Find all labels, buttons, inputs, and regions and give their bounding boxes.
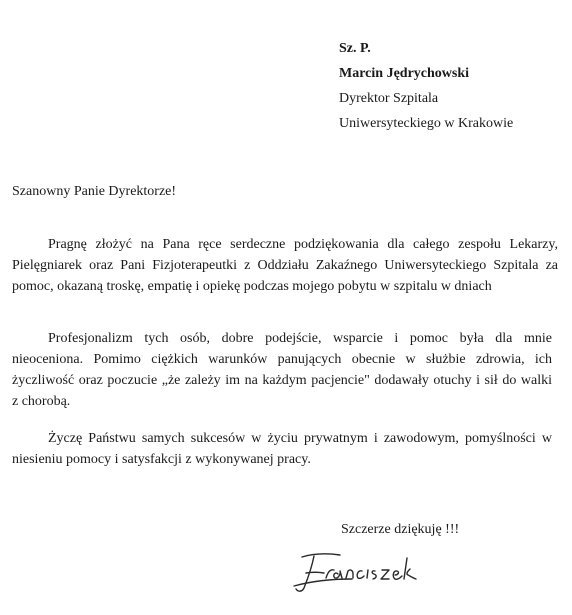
letter-greeting: Szanowny Panie Dyrektorze! [12, 184, 177, 199]
paragraph-line: życzliwość oraz poczucie „że zależy im na każdym pacjencie" dodawały otuchy i sił do walki [12, 373, 552, 388]
letter-closing: Szczerze dziękuję !!! [341, 522, 460, 537]
addressee-block [339, 36, 513, 136]
paragraph-line: pomoc, okazaną troskę, empatię i opiekę podczas mojego pobytu w szpitalu w dniach [12, 279, 492, 294]
paragraph-wishes [12, 428, 552, 470]
paragraph-line: Pragnę złożyć na Pana ręce serdeczne podziękowania dla całego zespołu Lekarzy, [48, 237, 558, 252]
addressee-institution: Uniwersyteckiego w Krakowie [339, 116, 514, 131]
paragraph-professionalism [12, 328, 552, 412]
paragraph-line: Pielęgniarek oraz Pani Fizjoterapeutki z Oddziału Zakaźnego Uniwersyteckiego Szpitala za [12, 258, 558, 273]
paragraph-line: Życzę Państwu samych sukcesów w życiu prywatnym i zawodowym, pomyślności w [48, 431, 552, 446]
paragraph-thanks [12, 234, 558, 297]
paragraph-line: nieoceniona. Pomimo ciężkich warunków panujących obecnie w służbie zdrowia, ich [12, 352, 552, 367]
addressee-name: Marcin Jędrychowski [339, 66, 470, 81]
addressee-position: Dyrektor Szpitala [339, 91, 439, 106]
paragraph-line: z chorobą. [12, 394, 71, 409]
paragraph-line: niesieniu pomocy i satysfakcji z wykonywanej pracy. [12, 452, 311, 467]
paragraph-line: Profesjonalizm tych osób, dobre podejście, wsparcie i pomoc była dla mnie [48, 331, 552, 346]
handwritten-signature-icon [292, 548, 462, 594]
addressee-salutation: Sz. P. [339, 41, 371, 56]
